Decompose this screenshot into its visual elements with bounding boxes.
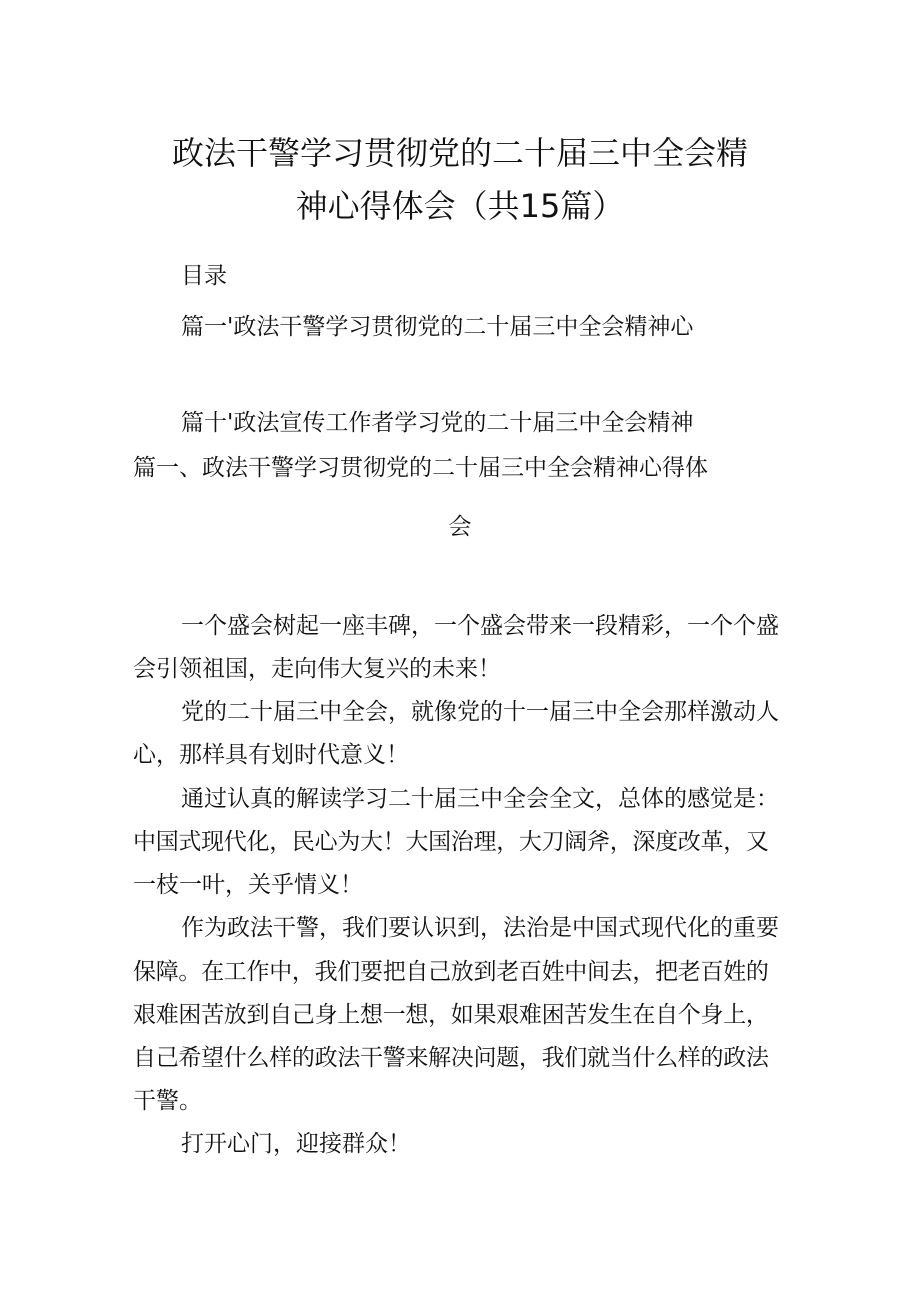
- toc-entry-10[interactable]: 篇十'政法宣传工作者学习党的二十届三中全会精神: [181, 410, 694, 436]
- toc-heading: 目录: [181, 263, 227, 289]
- body-line: 干警。: [133, 1088, 202, 1114]
- body-line: 心，那样具有划时代意义！: [133, 742, 409, 768]
- body-line: 自己希望什么样的政法干警来解决问题，我们就当什么样的政法: [133, 1045, 769, 1071]
- body-line: 保障。在工作中，我们要把自己放到老百姓中间去，把老百姓的: [133, 959, 769, 985]
- toc-entry-1[interactable]: 篇一'政法干警学习贯彻党的二十届三中全会精神心: [181, 314, 694, 340]
- body-line: 会引领祖国，走向伟大复兴的未来！: [133, 656, 501, 682]
- body-line: 党的二十届三中全会，就像党的十一届三中全会那样激动人: [181, 699, 779, 725]
- body-line: 一枝一叶，关乎情义！: [133, 872, 363, 898]
- body-line: 打开心门，迎接群众！: [181, 1131, 411, 1157]
- section-heading-line-2: 会: [448, 514, 472, 540]
- body-line: 中国式现代化，民心为大！大国治理，大刀阔斧，深度改革，又: [133, 829, 769, 855]
- body-line: 通过认真的解读学习二十届三中全会全文，总体的感觉是：: [181, 786, 779, 812]
- body-line: 作为政法干警，我们要认识到，法治是中国式现代化的重要: [181, 915, 779, 941]
- document-title-line-1: 政法干警学习贯彻党的二十届三中全会精: [171, 134, 748, 172]
- section-heading-line-1: 篇一、政法干警学习贯彻党的二十届三中全会精神心得体: [133, 455, 708, 481]
- document-title-line-2: 神心得体会（共15篇）: [295, 187, 625, 225]
- body-line: 一个盛会树起一座丰碑，一个盛会带来一段精彩，一个个盛: [181, 613, 779, 639]
- body-line: 艰难困苦放到自己身上想一想，如果艰难困苦发生在自个身上，: [133, 1002, 769, 1028]
